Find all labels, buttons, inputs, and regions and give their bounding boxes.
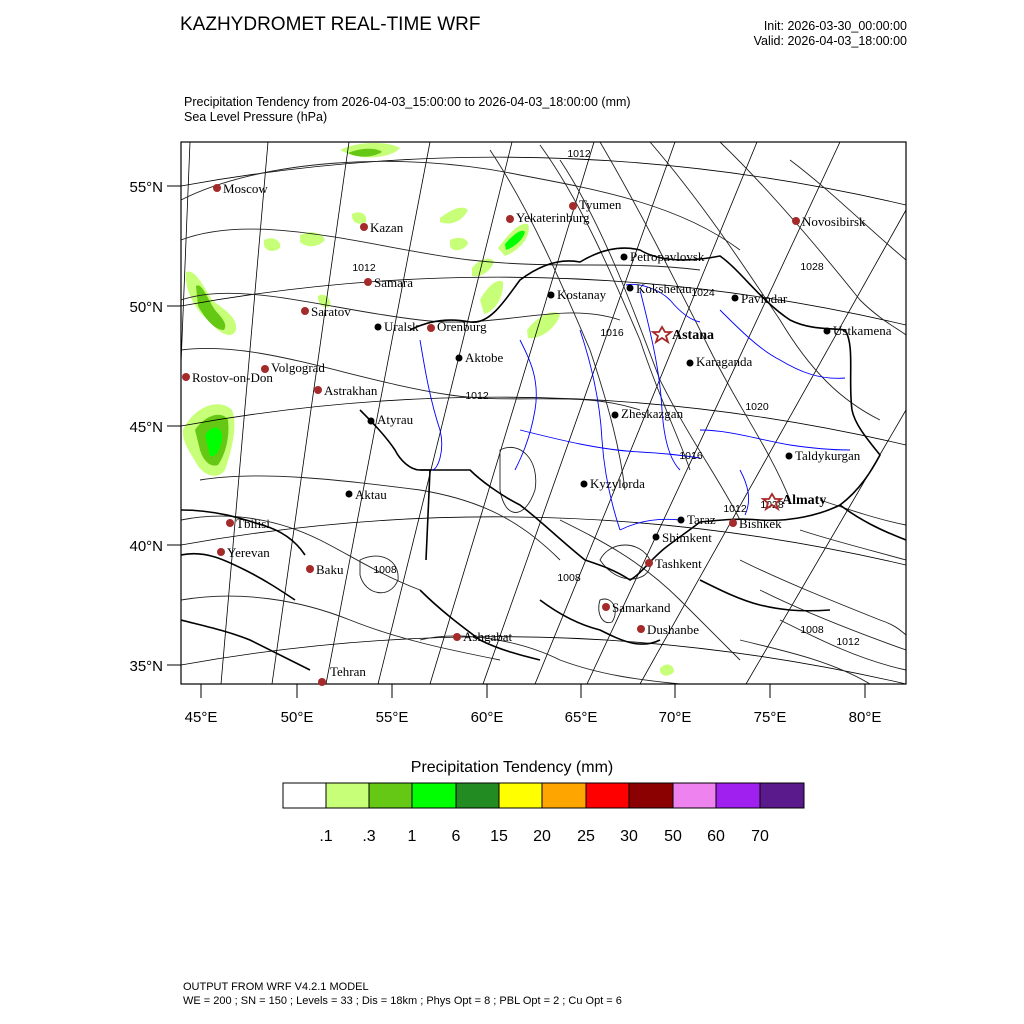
city-label: Aktau <box>355 487 387 502</box>
lon-label: 80°E <box>848 709 882 726</box>
legend-title: Precipitation Tendency (mm) <box>410 759 614 776</box>
legend-swatch <box>542 783 586 808</box>
legend-label: 15 <box>490 828 508 845</box>
city-marker <box>581 481 588 488</box>
city-label: Tashkent <box>655 556 702 571</box>
city-label: Ustkamena <box>833 323 892 338</box>
city-label: Rostov-on-Don <box>192 370 273 385</box>
legend-labels <box>319 828 769 845</box>
city-marker <box>213 184 221 192</box>
city-marker <box>182 373 190 381</box>
capital-star-icon <box>653 327 671 342</box>
city-marker <box>645 559 653 567</box>
legend-label: 25 <box>577 828 595 845</box>
city-marker <box>456 355 463 362</box>
isobar-labels <box>352 148 860 648</box>
model-info <box>183 980 622 1008</box>
city-marker <box>427 324 435 332</box>
precip-field-label: Precipitation Tendency from 2026-04-03_15:00:00 to 2026-04-03_18:00:00 (mm) <box>184 95 631 109</box>
city-label: Zheskazgan <box>621 406 684 421</box>
legend-colorbar <box>283 783 804 808</box>
city-marker <box>729 519 737 527</box>
city-label: Karaganda <box>696 354 753 369</box>
lon-ticks <box>201 684 865 698</box>
legend-swatch <box>716 783 760 808</box>
city-marker <box>301 307 309 315</box>
lat-label: 40°N <box>129 538 163 555</box>
isobar-label: 1028 <box>800 261 824 273</box>
valid-time: Valid: 2026-04-03_18:00:00 <box>753 34 907 48</box>
isobar-label: 1012 <box>465 390 489 402</box>
isobar-label: 1012 <box>723 503 747 515</box>
legend-swatch <box>629 783 673 808</box>
lat-label: 50°N <box>129 299 163 316</box>
legend-label: .1 <box>319 828 333 845</box>
legend-label: 60 <box>707 828 725 845</box>
city-label: Taraz <box>687 512 716 527</box>
legend-label: 30 <box>620 828 638 845</box>
legend-label: 6 <box>451 828 461 845</box>
legend-swatch <box>283 783 326 808</box>
city-marker <box>792 217 800 225</box>
lat-labels <box>129 179 163 675</box>
city-marker <box>217 548 225 556</box>
city-label: Ashgabat <box>463 629 513 644</box>
lon-label: 50°E <box>280 709 314 726</box>
isobar-label: 1008 <box>373 564 397 576</box>
city-label: Kostanay <box>557 287 607 302</box>
legend-label: 50 <box>664 828 682 845</box>
lat-ticks <box>167 186 181 665</box>
isobar-label: 1008 <box>557 572 581 584</box>
isobar-label: 1016 <box>679 450 703 462</box>
legend-swatch <box>586 783 629 808</box>
lon-label: 60°E <box>470 709 504 726</box>
legend-label: 20 <box>533 828 551 845</box>
city-marker <box>360 223 368 231</box>
city-marker <box>732 295 739 302</box>
city-marker <box>653 534 660 541</box>
city-label: Tbilisi <box>236 516 270 531</box>
isobar-label: 1008 <box>800 624 824 636</box>
isobar-label: 1016 <box>600 327 624 339</box>
city-label: Yerevan <box>227 545 270 560</box>
city-marker <box>612 412 619 419</box>
city-label: Taldykurgan <box>795 448 861 463</box>
lat-label: 35°N <box>129 658 163 675</box>
city-label: Orenburg <box>437 319 487 334</box>
city-label: Yekaterinburg <box>516 210 590 225</box>
model-version: OUTPUT FROM WRF V4.2.1 MODEL <box>183 981 369 993</box>
city-label: Astana <box>672 328 715 343</box>
legend-swatch <box>412 783 456 808</box>
city-marker <box>226 519 234 527</box>
legend-swatch <box>326 783 369 808</box>
isobar-label: 1028 <box>760 499 784 511</box>
city-label: Almaty <box>782 493 827 508</box>
map-title: KAZHYDROMET REAL-TIME WRF <box>180 14 481 35</box>
city-marker <box>548 292 555 299</box>
city-label: Pavlodar <box>741 291 788 306</box>
init-time: Init: 2026-03-30_00:00:00 <box>763 19 907 33</box>
city-label: Petropavlovsk <box>630 249 705 264</box>
lon-labels <box>185 709 882 726</box>
lat-label: 45°N <box>129 419 163 436</box>
cities <box>182 181 892 686</box>
isobar-label: 1020 <box>745 401 769 413</box>
city-marker <box>824 328 831 335</box>
isobar-label: 1012 <box>352 262 376 274</box>
legend-swatch <box>456 783 499 808</box>
city-label: Dushanbe <box>647 622 699 637</box>
city-marker <box>346 491 353 498</box>
legend-swatch <box>760 783 804 808</box>
city-label: Atyrau <box>377 412 414 427</box>
city-marker <box>637 625 645 633</box>
model-config: WE = 200 ; SN = 150 ; Levels = 33 ; Dis = 18km ; Phys Opt = 8 ; PBL Opt = 2 ; Cu Opt = 6 <box>183 995 622 1007</box>
city-label: Volgograd <box>271 360 325 375</box>
city-label: Tehran <box>330 664 366 679</box>
precip-areas <box>183 143 674 676</box>
city-label: Baku <box>316 562 344 577</box>
isobar-label: 1012 <box>567 148 591 160</box>
lon-label: 75°E <box>753 709 787 726</box>
city-marker <box>786 453 793 460</box>
lon-label: 65°E <box>564 709 598 726</box>
isobar-label: 1012 <box>836 636 860 648</box>
city-label: Moscow <box>223 181 268 196</box>
lat-label: 55°N <box>129 179 163 196</box>
legend-label: 70 <box>751 828 769 845</box>
city-marker <box>627 285 634 292</box>
city-label: Bishkek <box>739 516 782 531</box>
city-label: Saratov <box>311 304 351 319</box>
city-label: Samarkand <box>612 600 671 615</box>
city-label: Aktobe <box>465 350 504 365</box>
legend-label: .3 <box>362 828 376 845</box>
city-label: Astrakhan <box>324 383 378 398</box>
city-marker <box>453 633 461 641</box>
city-label: Kazan <box>370 220 404 235</box>
city-marker <box>678 517 685 524</box>
city-marker <box>621 254 628 261</box>
city-marker <box>318 678 326 686</box>
city-marker <box>569 202 577 210</box>
lon-label: 55°E <box>375 709 409 726</box>
lon-label: 45°E <box>184 709 218 726</box>
city-label: Shimkent <box>662 530 712 545</box>
city-label: Kyzylorda <box>590 476 645 491</box>
city-marker <box>306 565 314 573</box>
legend-swatch <box>369 783 412 808</box>
city-marker <box>364 278 372 286</box>
isobar-label: 1024 <box>691 287 715 299</box>
city-marker <box>375 324 382 331</box>
legend-label: 1 <box>407 828 417 845</box>
city-marker <box>687 360 694 367</box>
city-label: Novosibirsk <box>802 214 866 229</box>
legend-swatch <box>673 783 716 808</box>
legend-swatch <box>499 783 542 808</box>
city-marker <box>602 603 610 611</box>
lon-label: 70°E <box>658 709 692 726</box>
city-marker <box>506 215 514 223</box>
city-marker <box>314 386 322 394</box>
city-label: Tyumen <box>579 197 622 212</box>
city-label: Uralsk <box>384 319 419 334</box>
city-label: Kokshetau <box>636 281 692 296</box>
slp-field-label: Sea Level Pressure (hPa) <box>184 110 328 124</box>
city-marker <box>368 418 375 425</box>
city-label: Samara <box>374 275 413 290</box>
